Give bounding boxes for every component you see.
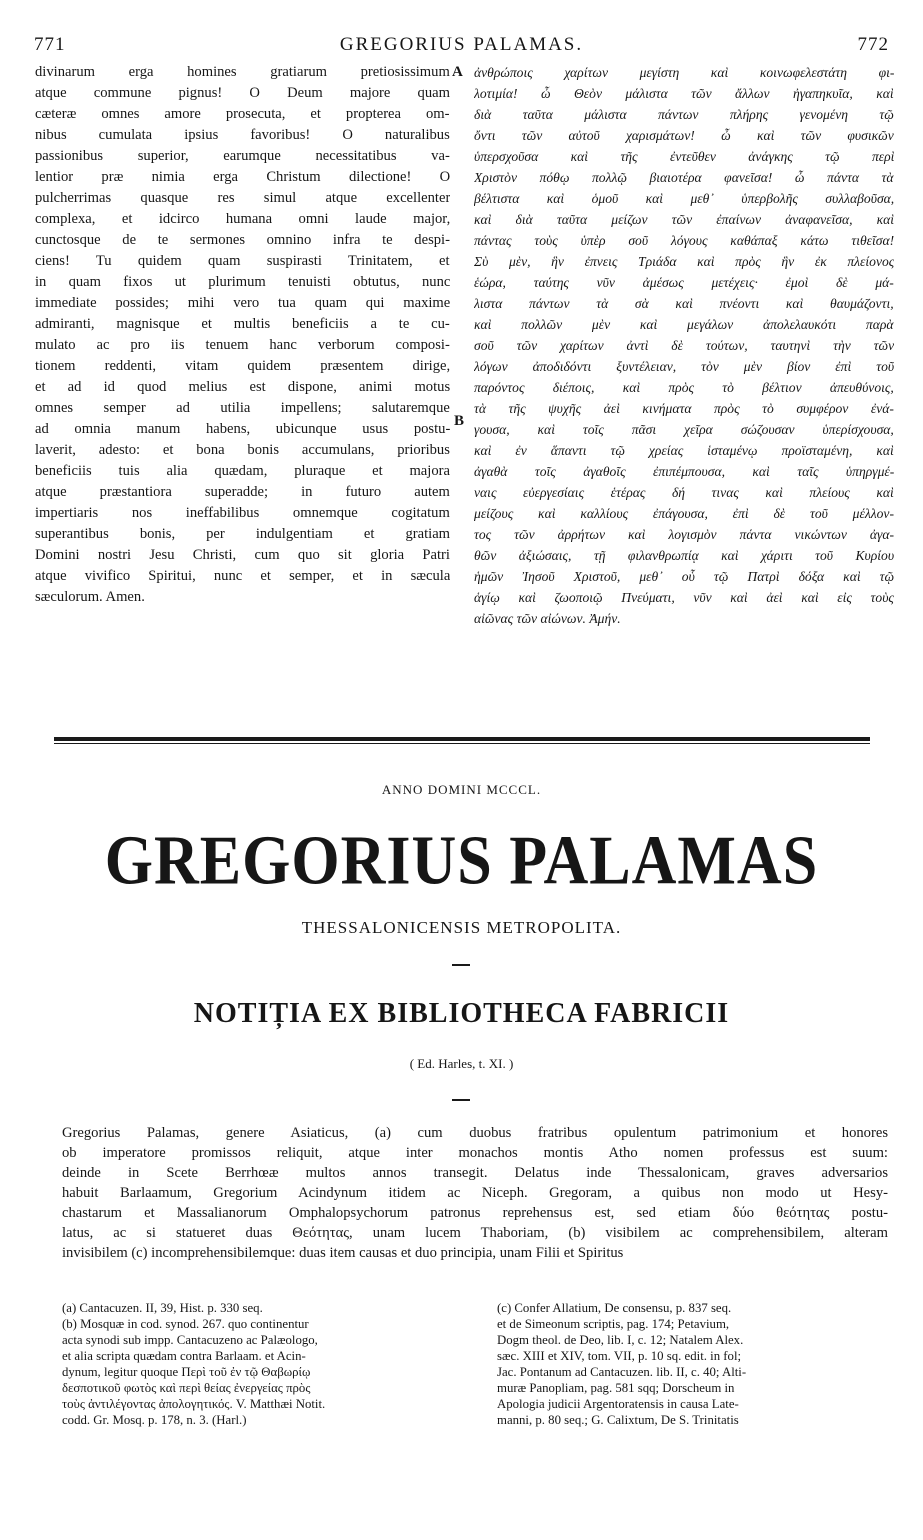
body-line: latus, ac si statueret duas Θεότητας, unam lucem Thaboriam, (b) visibilem ac comprehensibilem, alteram [62,1225,888,1241]
footnotes-left [62,1300,462,1428]
footnote-line: (c) Confer Allatium, De consensu, p. 837 seq. [497,1301,732,1315]
latin-line: passionibus superior, earumque necessitatibus va- [35,148,450,164]
greek-line: καὶ διὰ ταῦτα μείζων τῶν ἐπαίνων ἀναφανεῖσα, καὶ [474,212,894,227]
greek-line: ναις εὐεργεσίαις ἑτέρας δή τινας καὶ πλείους καὶ [474,485,894,500]
greek-line: τὰ τῆς ψυχῆς ἀεὶ κινήματα πρὸς τὸ συμφέρον ἐνά- [474,401,894,416]
greek-line: ἀγαθὰ τοῖς ἀγαθοῖς ἐπιπέμπουσα, καὶ ταῖς ὑπηργμέ- [474,464,894,479]
section-divider [54,737,870,741]
latin-line: divinarum erga homines gratiarum pretiosissimum [35,64,450,80]
latin-line: ciens! Tu quidem quam suspirasti Trinitatem, et [35,253,450,269]
edition-note: ( Ed. Harles, t. XI. ) [409,1056,514,1071]
latin-line: tionem reddenti, vitam quidem præsentem dirige, [35,358,450,374]
latin-column [35,62,450,608]
latin-line: immediate possides; mihi vero tua quam qui maxime [35,295,450,311]
margin-letter-b: B [454,413,465,429]
latin-line: cunctosque de te sermones omnino infra te despi- [35,232,450,248]
latin-line: Domini nostri Jesu Christi, cum quo sit gloria Patri [35,547,450,563]
latin-line: et ad id quod melius est dispone, animi motus [35,379,450,395]
latin-line: impertiaris nos ineffabilibus omnemque cogitatum [35,505,450,521]
page-number-right: 772 [857,34,889,55]
section-subtitle: THESSALONICENSIS METROPOLITA. [301,918,622,937]
greek-line: ἑώρα, ταύτης νῦν ἀμέσως μετέχεις· ἐμοὶ δὲ μά- [474,275,894,290]
greek-line: ἁγίῳ καὶ ζωοποιῷ Πνεύματι, νῦν καὶ ἀεὶ καὶ εἰς τοὺς [474,590,894,605]
body-line: deinde in Scete Berrhœæ multos annos transegit. Delatus inde Thessalonicam, graves adversarios [62,1165,888,1181]
greek-line: τος τῶν ἀρρήτων καὶ λογισμὸν πάντα νικώντων ἀγα- [474,527,894,542]
footnote-line: sæc. XIII et XIV, tom. VII, p. 10 sq. edit. in fol; [497,1349,742,1363]
greek-line: παρόντος διέποις, καὶ πρὸς τὸ βέλτιον ἀπευθύνοις, [474,380,894,395]
footnote-line: dynum, legitur quoque Περὶ τοῦ ἐν τῷ Θαβωρίῳ [62,1365,311,1379]
greek-line: διὰ ταῦτα μάλιστα πάντων πλήρης γενομένη τῷ [474,107,894,122]
footnote-line: (a) Cantacuzen. II, 39, Hist. p. 330 seq. [62,1301,263,1315]
greek-line: Χριστὸν πόθῳ πολλῷ βιαιοτέρα φανεῖσα! ὦ πάντα τὰ [474,170,894,185]
latin-line: lentior præ nimia erga Christum dilectione! O [35,169,450,185]
page-number-left: 771 [34,34,66,55]
title-dash [452,964,470,966]
latin-line: sæculorum. Amen. [35,589,145,605]
footnotes-right [497,1300,897,1428]
latin-line: admiranti, magnisque et multis beneficiis a te cu- [35,316,450,332]
latin-line: ad omnia manum habens, ubicunque usus postu- [35,421,450,437]
footnote-line: Jac. Pontanum ad Cantacuzen. lib. II, c. 40; Alti- [497,1365,747,1379]
greek-line: γουσα, καὶ τοῖς πᾶσι χεῖρα σώζουσαν ὑπερίσχουσα, [474,422,894,437]
greek-line: αἰῶνας τῶν αἰώνων. Ἀμήν. [474,611,621,626]
greek-line: καὶ ἐν ἅπαντι τῷ χρείας ἱσταμένῳ προϊσταμένη, καὶ [474,443,894,458]
greek-line: ἡμῶν Ἰησοῦ Χριστοῦ, μεθ᾽ οὗ τῷ Πατρὶ δόξα καὶ τῷ [474,569,894,584]
greek-line: καὶ πολλῶν μὲν καὶ μεγάλων ἀπολελαυκότι παρὰ [474,317,894,332]
greek-line: θῶν ἀξιώσαις, τῇ φιλανθρωπίᾳ καὶ χάριτι τοῦ Κυρίου [474,548,894,563]
latin-line: beneficiis tuis alia quædam, pluraque et majora [35,463,450,479]
body-line: habuit Barlaamum, Gregorium Acindynum itidem ac Niceph. Gregoram, a quibus non modo ut Hesy- [62,1185,888,1201]
notitia-heading: NOTIȚIA EX BIBLIOTHECA FABRICII [193,998,730,1029]
heading-dash [452,1099,470,1101]
body-line: Gregorius Palamas, genere Asiaticus, (a) cum duobus fratribus opulentum patrimonium et honores [62,1125,888,1141]
latin-line: mulato ac pro iis tenuem hanc verborum composi- [35,337,450,353]
anno-line: ANNO DOMINI MCCCL. [381,782,542,797]
latin-line: pulcherrimas quasque res simul atque excellenter [35,190,450,206]
greek-line: ὄντι τῶν αὐτοῦ χαρισμάτων! ὦ καὶ τῶν φυσικῶν [474,128,894,143]
greek-line: λοτιμία! ὦ Θεὸν μάλιστα τῶν ἄλλων ἠγαπηκυῖα, καὶ [474,86,894,101]
greek-line: σοῦ τῶν χαρίτων ἀντὶ δὲ τούτων, ταυτηνὶ τὴν τῶν [474,338,894,353]
running-title: GREGORIUS PALAMAS. [339,34,584,55]
latin-line: in quam fixos ut plurimum tenuisti obtutus, nunc [35,274,450,290]
running-head [34,34,889,58]
latin-line: superantibus bonis, per indulgentiam et gratiam [35,526,450,542]
latin-line: laverit, adesto: et bona bonis accumulans, prioribus [35,442,450,458]
latin-line: complexa, et idcirco humana omni laude major, [35,211,450,227]
footnote-line: (b) Mosquæ in cod. synod. 267. quo continentur [62,1317,309,1331]
section-title: GREGORIUS PALAMAS [104,823,819,900]
greek-line: βέλτιστα καὶ ὁμοῦ καὶ μεθ᾽ ὑπερβολῆς συλλαβοῦσα, [474,191,894,206]
footnote-line: et alia scripta quædam contra Barlaam. et Acin- [62,1349,306,1363]
latin-line: nibus cumulata ipsius favoribus! O naturalibus [35,127,450,143]
greek-line: ὑπερσχοῦσα καὶ τῆς ἐντεῦθεν ἀνάγκης τῷ περὶ [474,149,894,164]
footnote-line: manni, p. 80 seq.; G. Calixtum, De S. Trinitatis [497,1413,739,1427]
footnote-line: Dogm theol. de Deo, lib. I, c. 12; Natalem Alex. [497,1333,744,1347]
body-line: chastarum et Massalianorum Omphalopsychorum patronus reprehensus est, sed etiam δύο θεότητας postu- [62,1205,888,1221]
footnote-line: δεσποτικοῦ φωτὸς καὶ περὶ θείας ἐνεργείας πρὸς [62,1381,311,1395]
latin-line: atque præstantiora superadde; in futuro autem [35,484,450,500]
greek-line: πάντας τοὺς ὑπὲρ σοῦ λόγους καθάπαξ κάτω τιθεῖσα! [474,233,894,248]
greek-line: λιστα πάντων τὰ σὰ καὶ πνέοντι καὶ θαυμάζοντι, [474,296,894,311]
greek-column [474,62,894,629]
footnote-line: Apologia judicii Argentoratensis in causa Late- [497,1397,739,1411]
footnote-line: codd. Gr. Mosq. p. 178, n. 3. (Harl.) [62,1413,247,1427]
latin-line: atque vivifico Spiritui, nunc et semper, et in sæcula [35,568,450,584]
latin-line: cæteræ omnes amore prosecuta, et propterea om- [35,106,450,122]
margin-letter-a: A [452,64,463,80]
footnote-line: et de Simeonum scriptis, pag. 174; Petavium, [497,1317,730,1331]
body-line: ob imperatore promissos reliquit, atque inter monachos montis Atho nomen professus est suum: [62,1145,888,1161]
footnote-line: muræ Panopliam, pag. 581 sqq; Dorscheum in [497,1381,735,1395]
footnote-line: acta synodi sub impp. Cantacuzeno ac Palæologo, [62,1333,318,1347]
greek-line: μείζους καὶ καλλίους ἐπάγουσα, ἐπὶ δὲ τοῦ μέλλον- [474,506,894,521]
footnote-line: τοὺς ἀντιλέγοντας ἀπολογητικός. V. Matthæi Notit. [62,1397,326,1411]
greek-line: λόγων ἀποδιδόντι ξυντέλειαν, τὸν μὲν βίον ἐπὶ τοῦ [474,359,894,374]
section-divider-thin [54,743,870,744]
latin-line: atque commune pignus! O Deum majore quam [35,85,450,101]
greek-line: ἀνθρώποις χαρίτων μεγίστη καὶ κοινωφελεστάτη φι- [474,65,894,80]
body-line: invisibilem (c) incomprehensibilemque: duas item causas et duo principia, unam Filii et Spiritus [62,1245,624,1261]
latin-line: omnes semper ad utilia impellens; salutaremque [35,400,450,416]
greek-line: Σὺ μὲν, ἣν ἐπνεις Τριάδα καὶ πρὸς ἣν ἐκ πλείονος [474,254,894,269]
body-paragraph [62,1123,888,1263]
